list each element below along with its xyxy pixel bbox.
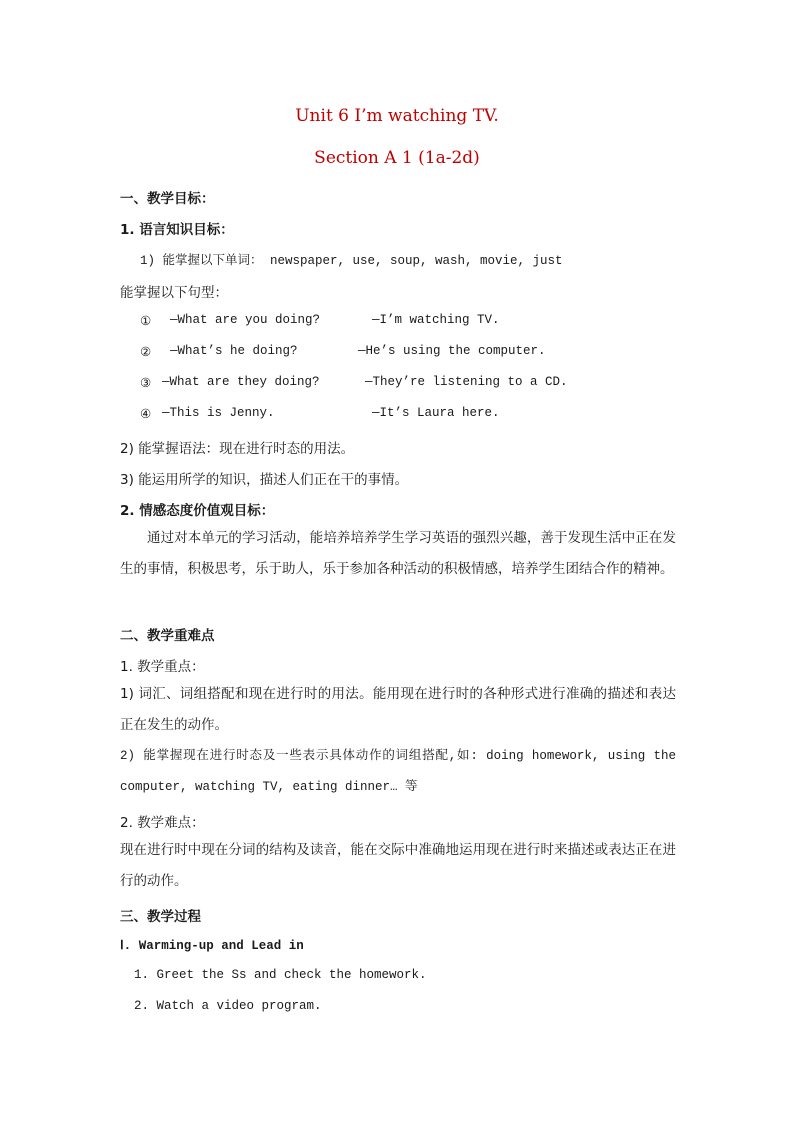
section-3-heading: 三、教学过程 bbox=[120, 909, 201, 925]
pattern-question: —This is Jenny. bbox=[162, 406, 275, 420]
grammar-objective: 2) 能掌握语法：现在进行时态的用法。 bbox=[120, 441, 355, 457]
pattern-question: —What’s he doing? bbox=[170, 344, 298, 358]
step-1-heading: Ⅰ. Warming-up and Lead in bbox=[120, 939, 304, 953]
pattern-answer: —It’s Laura here. bbox=[372, 406, 500, 420]
attitude-paragraph: 通过对本单元的学习活动，能培养培养学生学习英语的强烈兴趣，善于发现生活中正在发生的事情，积极思考，乐于助人，乐于参加各种活动的积极情感，培养学生团结合作的精神。 bbox=[120, 530, 676, 577]
section-1-2-heading: 2. 情感态度价值观目标： bbox=[120, 503, 275, 519]
vocabulary-line: 1) 能掌握以下单词： newspaper, use, soup, wash, movie, just bbox=[140, 254, 563, 268]
document-title: Unit 6 I’m watching TV. bbox=[295, 106, 499, 126]
pattern-number: ④ bbox=[140, 408, 152, 422]
pattern-question: —What are they doing? bbox=[162, 375, 320, 389]
patterns-intro: 能掌握以下句型： bbox=[120, 285, 228, 301]
list-item: 2. Watch a video program. bbox=[134, 999, 322, 1013]
section-2-heading: 二、教学重难点 bbox=[120, 628, 215, 644]
application-objective: 3) 能运用所学的知识，描述人们正在干的事情。 bbox=[120, 472, 409, 488]
pattern-answer: —He’s using the computer. bbox=[358, 344, 546, 358]
document-subtitle: Section A 1 (1a-2d) bbox=[314, 148, 480, 168]
pattern-answer: —I’m watching TV. bbox=[372, 313, 500, 327]
key-point-1: 1) 词汇、词组搭配和现在进行时的用法。能用现在进行时的各种形式进行准确的描述和表达正在发生的动作。 bbox=[120, 686, 676, 733]
pattern-number: ② bbox=[140, 346, 152, 360]
difficult-points-paragraph: 现在进行时中现在分词的结构及读音，能在交际中准确地运用现在进行时来描述或表达正在进行的动作。 bbox=[120, 842, 676, 889]
section-1-heading: 一、教学目标： bbox=[120, 191, 215, 207]
pattern-number: ① bbox=[140, 315, 152, 329]
pattern-answer: —They’re listening to a CD. bbox=[365, 375, 568, 389]
section-1-1-heading: 1. 语言知识目标： bbox=[120, 222, 234, 238]
key-point-2: 2) 能掌握现在进行时态及一些表示具体动作的词组搭配,如: doing homework, using the computer, watching TV, eating dinner… 等 bbox=[120, 749, 676, 794]
pattern-number: ③ bbox=[140, 377, 152, 391]
difficult-points-heading: 2. 教学难点： bbox=[120, 815, 205, 831]
pattern-question: —What are you doing? bbox=[170, 313, 321, 327]
key-points-heading: 1. 教学重点： bbox=[120, 659, 205, 675]
list-item: 1. Greet the Ss and check the homework. bbox=[134, 968, 427, 982]
